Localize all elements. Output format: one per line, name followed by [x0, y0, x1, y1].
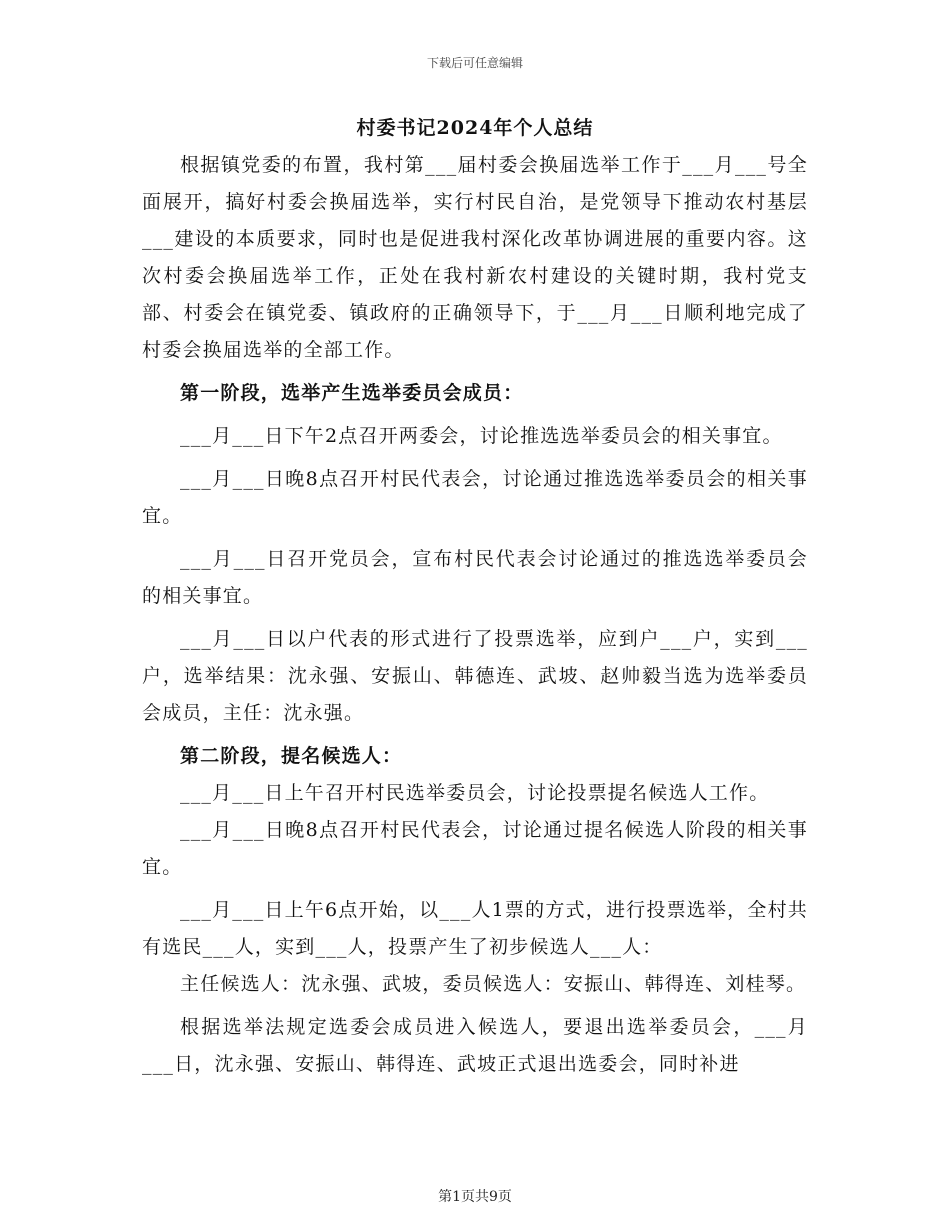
- paragraph-stage-one-item: ___月___日召开党员会，宣布村民代表会讨论通过的推选选举委员会的相关事宜。: [142, 548, 808, 607]
- document-title: 村委书记2024年个人总结: [356, 117, 594, 139]
- paragraph-stage-one-item: ___月___日晚8点召开村民代表会，讨论通过推选选举委员会的相关事宜。: [142, 468, 808, 527]
- paragraph-stage-two-item: ___月___日晚8点召开村民代表会，讨论通过提名候选人阶段的相关事宜。: [142, 819, 808, 878]
- paragraph-candidates: 主任候选人：沈永强、武坡，委员候选人：安振山、韩得连、刘桂琴。: [180, 973, 807, 995]
- paragraph-stage-one-item: ___月___日下午2点召开两委会，讨论推选选举委员会的相关事宜。: [180, 425, 783, 447]
- paragraph-stage-one-item: ___月___日以户代表的形式进行了投票选举，应到户___户，实到___户，选举结果：沈永强、安振山、韩德连、武坡、赵帅毅当选为选举委员会成员，主任：沈永强。: [142, 628, 808, 724]
- paragraph-stage-two-item: ___月___日上午6点开始，以___人1票的方式，进行投票选举，全村共有选民___人，实到___人，投票产生了初步候选人___人：: [142, 899, 808, 958]
- paragraph-intro: 根据镇党委的布置，我村第___届村委会换届选举工作于___月___号全面展开，搞好村委会换届选举，实行村民自治，是党领导下推动农村基层___建设的本质要求，同时也是促进我村深化改革协调进展的重要内容。这次村委会换届选举工作，正处在我村新农村建设的关键时期，我村党支部、村委会在镇党委、镇政府的正确领导下，于___月___日顺利地完成了村委会换届选举的全部工作。: [142, 154, 808, 361]
- document-body: [142, 147, 808, 1083]
- section-heading-stage-one: 第一阶段，选举产生选举委员会成员：: [180, 382, 524, 404]
- page-footer-number: 第1页共9页: [438, 1189, 512, 1205]
- page-header-note: 下载后可任意编辑: [426, 56, 523, 70]
- paragraph-withdrawal: 根据选举法规定选委会成员进入候选人，要退出选举委员会，___月___日，沈永强、安振山、韩得连、武坡正式退出选委会，同时补进: [142, 1016, 808, 1075]
- paragraph-stage-two-item: ___月___日上午召开村民选举委员会，讨论投票提名候选人工作。: [180, 782, 770, 804]
- section-heading-stage-two: 第二阶段，提名候选人：: [180, 745, 403, 767]
